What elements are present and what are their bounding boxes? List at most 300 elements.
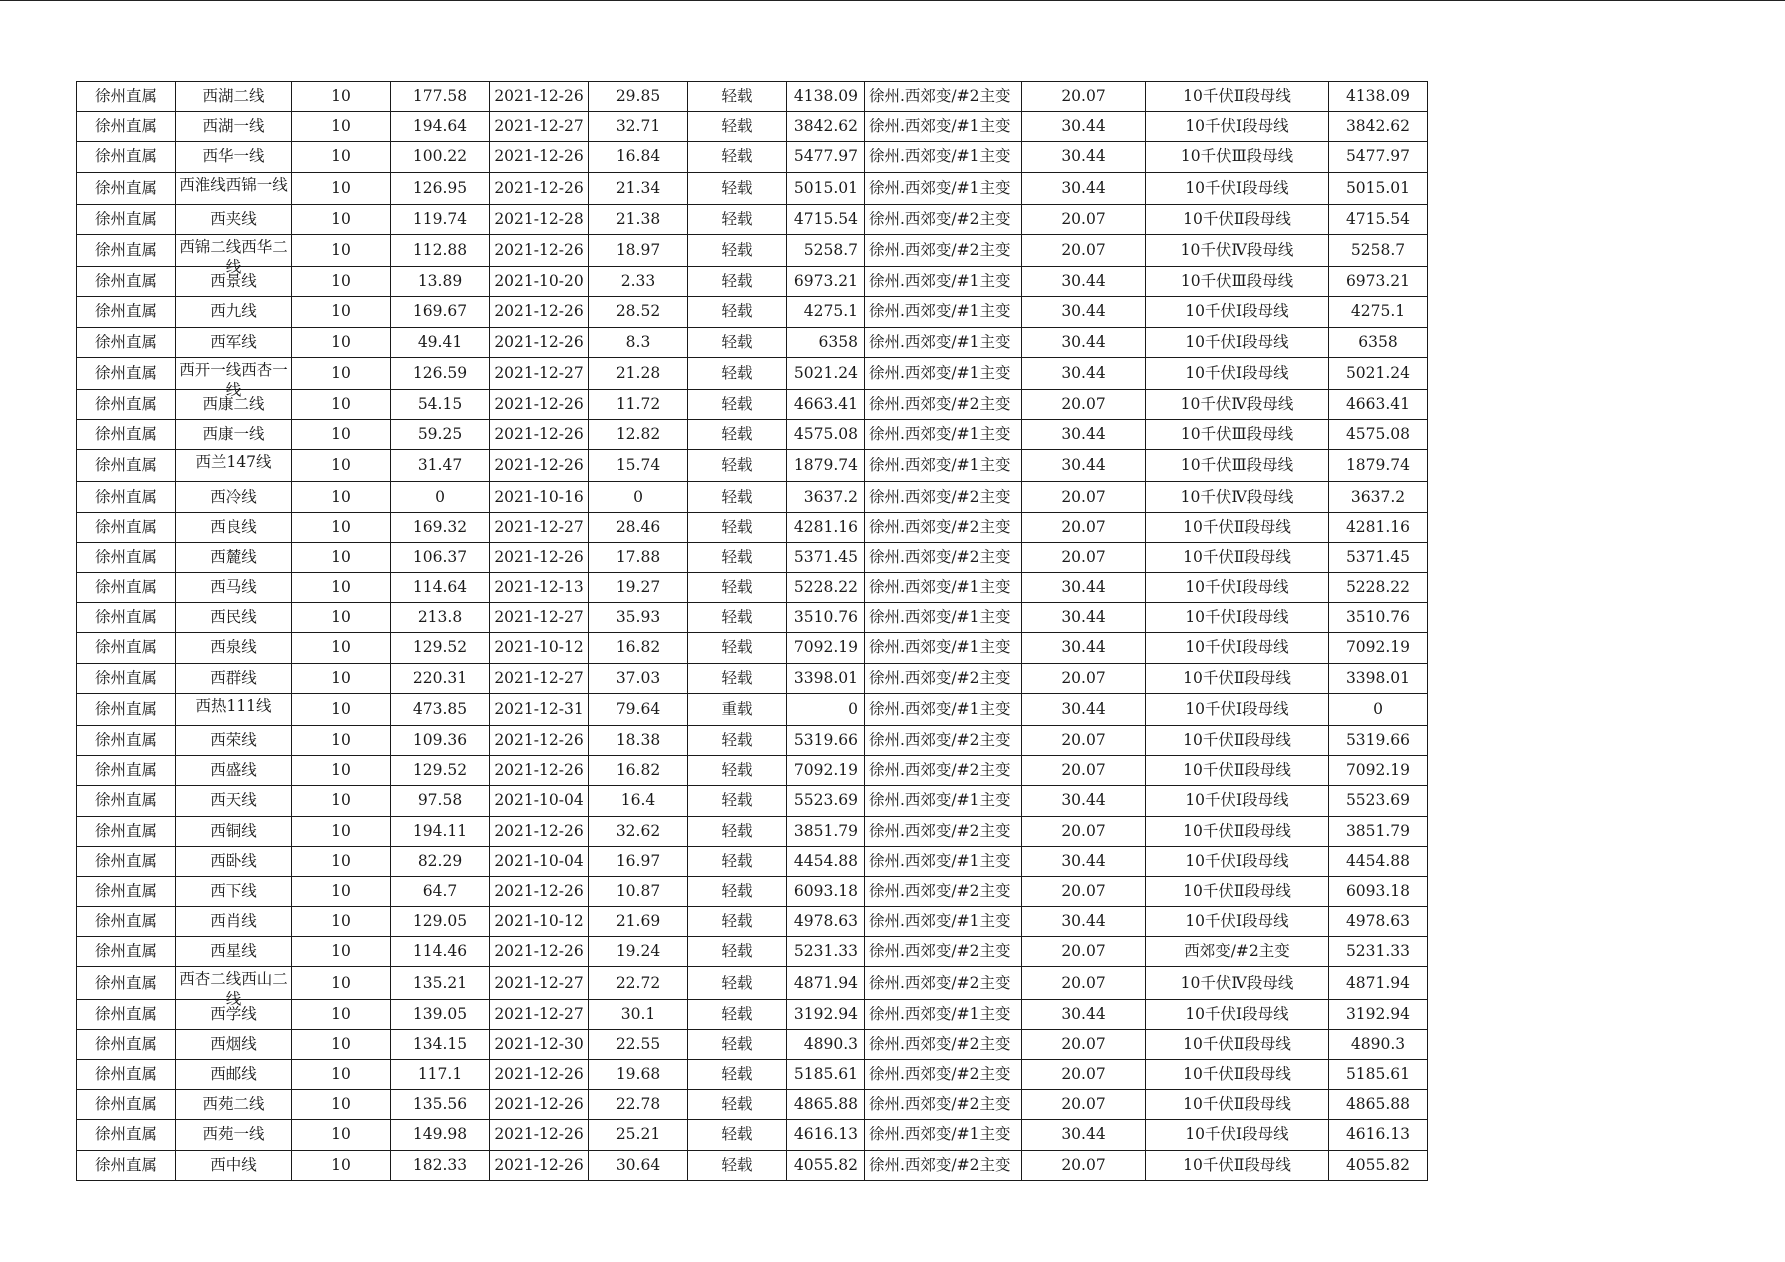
cell-voltage: 10 [292, 1090, 391, 1120]
cell-transformer: 徐州.西郊变/#1主变 [865, 420, 1022, 450]
cell-rate: 16.82 [589, 633, 688, 663]
cell-cap2: 4865.88 [1329, 1090, 1428, 1120]
cell-voltage: 10 [292, 1150, 391, 1180]
cell-current: 114.64 [391, 573, 490, 603]
cell-cap: 5371.45 [787, 542, 865, 572]
cell-status: 轻载 [688, 573, 787, 603]
cell-current: 129.52 [391, 756, 490, 786]
cell-line-text: 西开一线西杏一线 [179, 360, 288, 399]
cell-cap: 4865.88 [787, 1090, 865, 1120]
cell-status: 轻载 [688, 172, 787, 204]
cell-trans_rate: 30.44 [1022, 450, 1146, 482]
cell-date: 2021-12-30 [490, 1029, 589, 1059]
cell-status: 轻载 [688, 846, 787, 876]
cell-rate: 17.88 [589, 542, 688, 572]
cell-cap2: 6093.18 [1329, 876, 1428, 906]
cell-current: 112.88 [391, 234, 490, 266]
table-row [77, 786, 1428, 816]
cell-rate: 19.24 [589, 937, 688, 967]
cell-voltage: 10 [292, 1029, 391, 1059]
cell-status: 轻载 [688, 357, 787, 389]
cell-rate: 15.74 [589, 450, 688, 482]
table-row [77, 450, 1428, 482]
table-row [77, 603, 1428, 633]
cell-cap: 4715.54 [787, 204, 865, 234]
cell-cap2: 5523.69 [1329, 786, 1428, 816]
cell-current: 169.32 [391, 512, 490, 542]
cell-line: 西盛线 [176, 756, 292, 786]
cell-line: 西良线 [176, 512, 292, 542]
cell-date: 2021-10-20 [490, 267, 589, 297]
cell-line-text: 西杏二线西山二线 [179, 970, 288, 1009]
cell-trans_rate: 30.44 [1022, 420, 1146, 450]
cell-line: 西肖线 [176, 907, 292, 937]
cell-trans_rate: 20.07 [1022, 876, 1146, 906]
cell-bus: 10千伏Ⅱ段母线 [1146, 876, 1329, 906]
cell-cap: 5319.66 [787, 725, 865, 755]
cell-cap2: 4616.13 [1329, 1120, 1428, 1150]
cell-rate: 22.78 [589, 1090, 688, 1120]
cell-line: 西群线 [176, 663, 292, 693]
cell-date: 2021-12-26 [490, 725, 589, 755]
cell-unit: 徐州直属 [77, 816, 176, 846]
cell-trans_rate: 20.07 [1022, 967, 1146, 999]
table-row [77, 1090, 1428, 1120]
cell-transformer: 徐州.西郊变/#2主变 [865, 663, 1022, 693]
cell-unit: 徐州直属 [77, 204, 176, 234]
cell-cap: 5021.24 [787, 357, 865, 389]
cell-unit: 徐州直属 [77, 542, 176, 572]
cell-voltage: 10 [292, 876, 391, 906]
cell-transformer: 徐州.西郊变/#2主变 [865, 756, 1022, 786]
cell-transformer: 徐州.西郊变/#1主变 [865, 450, 1022, 482]
cell-date: 2021-12-26 [490, 542, 589, 572]
cell-rate: 30.64 [589, 1150, 688, 1180]
cell-current: 54.15 [391, 389, 490, 419]
cell-current: 64.7 [391, 876, 490, 906]
cell-rate: 2.33 [589, 267, 688, 297]
cell-status: 轻载 [688, 512, 787, 542]
cell-trans_rate: 20.07 [1022, 937, 1146, 967]
cell-cap: 4663.41 [787, 389, 865, 419]
cell-current: 126.59 [391, 357, 490, 389]
cell-bus: 10千伏Ⅰ段母线 [1146, 112, 1329, 142]
cell-date: 2021-10-12 [490, 907, 589, 937]
table-row [77, 907, 1428, 937]
table-row [77, 512, 1428, 542]
cell-voltage: 10 [292, 357, 391, 389]
cell-transformer: 徐州.西郊变/#1主变 [865, 267, 1022, 297]
cell-date: 2021-12-26 [490, 234, 589, 266]
cell-cap: 4055.82 [787, 1150, 865, 1180]
cell-cap2: 4715.54 [1329, 204, 1428, 234]
cell-transformer: 徐州.西郊变/#1主变 [865, 357, 1022, 389]
cell-date: 2021-12-26 [490, 1150, 589, 1180]
cell-line: 西泉线 [176, 633, 292, 663]
cell-voltage: 10 [292, 999, 391, 1029]
cell-line: 西马线 [176, 573, 292, 603]
cell-status: 重载 [688, 693, 787, 725]
cell-unit: 徐州直属 [77, 420, 176, 450]
cell-current: 149.98 [391, 1120, 490, 1150]
table-row [77, 420, 1428, 450]
cell-voltage: 10 [292, 846, 391, 876]
cell-status: 轻载 [688, 663, 787, 693]
table-row [77, 816, 1428, 846]
cell-trans_rate: 20.07 [1022, 663, 1146, 693]
cell-bus: 10千伏Ⅱ段母线 [1146, 1060, 1329, 1090]
cell-rate: 22.55 [589, 1029, 688, 1059]
cell-transformer: 徐州.西郊变/#2主变 [865, 234, 1022, 266]
cell-current: 194.64 [391, 112, 490, 142]
cell-cap: 4871.94 [787, 967, 865, 999]
cell-current: 117.1 [391, 1060, 490, 1090]
cell-cap2: 3510.76 [1329, 603, 1428, 633]
cell-unit: 徐州直属 [77, 786, 176, 816]
cell-cap: 5523.69 [787, 786, 865, 816]
cell-line: 西铜线 [176, 816, 292, 846]
cell-unit: 徐州直属 [77, 573, 176, 603]
cell-trans_rate: 30.44 [1022, 693, 1146, 725]
cell-status: 轻载 [688, 1090, 787, 1120]
cell-date: 2021-12-31 [490, 693, 589, 725]
cell-status: 轻载 [688, 756, 787, 786]
cell-cap: 6973.21 [787, 267, 865, 297]
cell-cap2: 3637.2 [1329, 482, 1428, 512]
cell-transformer: 徐州.西郊变/#1主变 [865, 907, 1022, 937]
cell-rate: 32.71 [589, 112, 688, 142]
table-row [77, 297, 1428, 327]
cell-transformer: 徐州.西郊变/#2主变 [865, 1090, 1022, 1120]
cell-cap2: 4275.1 [1329, 297, 1428, 327]
cell-rate: 8.3 [589, 327, 688, 357]
cell-cap2: 3851.79 [1329, 816, 1428, 846]
cell-cap2: 7092.19 [1329, 756, 1428, 786]
cell-transformer: 徐州.西郊变/#1主变 [865, 573, 1022, 603]
cell-status: 轻载 [688, 937, 787, 967]
cell-voltage: 10 [292, 542, 391, 572]
cell-line [176, 357, 292, 399]
cell-current: 135.56 [391, 1090, 490, 1120]
cell-cap: 4575.08 [787, 420, 865, 450]
cell-current: 134.15 [391, 1029, 490, 1059]
cell-line: 西苑二线 [176, 1090, 292, 1120]
cell-current: 100.22 [391, 142, 490, 172]
cell-transformer: 徐州.西郊变/#2主变 [865, 816, 1022, 846]
cell-date: 2021-12-26 [490, 172, 589, 204]
cell-date: 2021-10-04 [490, 846, 589, 876]
cell-rate: 11.72 [589, 389, 688, 419]
cell-status: 轻载 [688, 482, 787, 512]
cell-trans_rate: 30.44 [1022, 267, 1146, 297]
cell-transformer: 徐州.西郊变/#2主变 [865, 967, 1022, 999]
cell-line-text: 西兰147线 [195, 453, 272, 472]
cell-unit: 徐州直属 [77, 967, 176, 999]
cell-line: 西景线 [176, 267, 292, 297]
cell-current: 220.31 [391, 663, 490, 693]
cell-trans_rate: 20.07 [1022, 756, 1146, 786]
cell-date: 2021-12-26 [490, 450, 589, 482]
cell-trans_rate: 20.07 [1022, 1150, 1146, 1180]
cell-rate: 12.82 [589, 420, 688, 450]
cell-trans_rate: 30.44 [1022, 907, 1146, 937]
cell-unit: 徐州直属 [77, 907, 176, 937]
cell-line: 西军线 [176, 327, 292, 357]
cell-current: 49.41 [391, 327, 490, 357]
cell-trans_rate: 30.44 [1022, 327, 1146, 357]
cell-status: 轻载 [688, 876, 787, 906]
cell-rate: 16.97 [589, 846, 688, 876]
cell-cap: 0 [787, 693, 865, 725]
cell-bus: 10千伏Ⅳ段母线 [1146, 389, 1329, 419]
cell-cap: 5228.22 [787, 573, 865, 603]
cell-status: 轻载 [688, 204, 787, 234]
cell-rate: 21.69 [589, 907, 688, 937]
cell-line: 西荣线 [176, 725, 292, 755]
cell-cap2: 5015.01 [1329, 172, 1428, 204]
cell-unit: 徐州直属 [77, 327, 176, 357]
cell-line: 西下线 [176, 876, 292, 906]
cell-status: 轻载 [688, 1060, 787, 1090]
cell-cap2: 4454.88 [1329, 846, 1428, 876]
cell-trans_rate: 20.07 [1022, 389, 1146, 419]
cell-cap2: 5319.66 [1329, 725, 1428, 755]
cell-voltage: 10 [292, 786, 391, 816]
cell-voltage: 10 [292, 234, 391, 266]
cell-date: 2021-12-27 [490, 663, 589, 693]
cell-cap: 4275.1 [787, 297, 865, 327]
cell-status: 轻载 [688, 1150, 787, 1180]
cell-unit: 徐州直属 [77, 756, 176, 786]
cell-bus: 10千伏Ⅰ段母线 [1146, 907, 1329, 937]
cell-transformer: 徐州.西郊变/#1主变 [865, 633, 1022, 663]
cell-rate: 0 [589, 482, 688, 512]
cell-voltage: 10 [292, 663, 391, 693]
cell-cap2: 3842.62 [1329, 112, 1428, 142]
cell-bus: 10千伏Ⅰ段母线 [1146, 297, 1329, 327]
cell-unit: 徐州直属 [77, 297, 176, 327]
cell-unit: 徐州直属 [77, 1060, 176, 1090]
cell-rate: 18.38 [589, 725, 688, 755]
cell-unit: 徐州直属 [77, 999, 176, 1029]
cell-date: 2021-12-26 [490, 816, 589, 846]
cell-unit: 徐州直属 [77, 693, 176, 725]
cell-unit: 徐州直属 [77, 357, 176, 389]
cell-bus: 10千伏Ⅰ段母线 [1146, 846, 1329, 876]
cell-status: 轻载 [688, 542, 787, 572]
cell-transformer: 徐州.西郊变/#1主变 [865, 297, 1022, 327]
cell-line [176, 693, 292, 725]
cell-rate: 16.84 [589, 142, 688, 172]
cell-cap2: 5371.45 [1329, 542, 1428, 572]
cell-unit: 徐州直属 [77, 1090, 176, 1120]
cell-transformer: 徐州.西郊变/#2主变 [865, 1150, 1022, 1180]
cell-current: 129.05 [391, 907, 490, 937]
cell-bus: 10千伏Ⅲ段母线 [1146, 420, 1329, 450]
cell-cap: 5185.61 [787, 1060, 865, 1090]
cell-voltage: 10 [292, 482, 391, 512]
cell-line: 西湖一线 [176, 112, 292, 142]
cell-rate: 21.28 [589, 357, 688, 389]
cell-cap2: 3192.94 [1329, 999, 1428, 1029]
cell-current: 82.29 [391, 846, 490, 876]
cell-trans_rate: 30.44 [1022, 1120, 1146, 1150]
cell-cap: 3192.94 [787, 999, 865, 1029]
cell-current: 119.74 [391, 204, 490, 234]
cell-status: 轻载 [688, 633, 787, 663]
cell-voltage: 10 [292, 204, 391, 234]
cell-bus: 10千伏Ⅰ段母线 [1146, 327, 1329, 357]
table-row [77, 267, 1428, 297]
cell-line: 西中线 [176, 1150, 292, 1180]
cell-rate: 35.93 [589, 603, 688, 633]
cell-trans_rate: 30.44 [1022, 633, 1146, 663]
cell-cap: 6093.18 [787, 876, 865, 906]
table-row [77, 204, 1428, 234]
cell-line-text: 西锦二线西华二线 [179, 237, 288, 276]
cell-date: 2021-12-26 [490, 142, 589, 172]
cell-date: 2021-12-26 [490, 1060, 589, 1090]
cell-line [176, 450, 292, 482]
cell-rate: 18.97 [589, 234, 688, 266]
table-row [77, 967, 1428, 999]
cell-trans_rate: 30.44 [1022, 172, 1146, 204]
cell-trans_rate: 30.44 [1022, 142, 1146, 172]
cell-status: 轻载 [688, 907, 787, 937]
cell-line: 西学线 [176, 999, 292, 1029]
cell-status: 轻载 [688, 450, 787, 482]
cell-trans_rate: 20.07 [1022, 725, 1146, 755]
cell-date: 2021-12-27 [490, 967, 589, 999]
cell-status: 轻载 [688, 786, 787, 816]
cell-trans_rate: 30.44 [1022, 297, 1146, 327]
table-row [77, 1029, 1428, 1059]
cell-cap: 5231.33 [787, 937, 865, 967]
cell-voltage: 10 [292, 725, 391, 755]
cell-cap: 1879.74 [787, 450, 865, 482]
cell-cap: 6358 [787, 327, 865, 357]
cell-cap: 4138.09 [787, 82, 865, 112]
cell-line [176, 234, 292, 276]
cell-line-text: 西淮线西锦一线 [179, 175, 288, 194]
cell-voltage: 10 [292, 389, 391, 419]
cell-rate: 10.87 [589, 876, 688, 906]
cell-transformer: 徐州.西郊变/#1主变 [865, 846, 1022, 876]
cell-current: 106.37 [391, 542, 490, 572]
cell-date: 2021-12-26 [490, 937, 589, 967]
page-top-rule [0, 0, 1785, 1]
table-row [77, 725, 1428, 755]
cell-date: 2021-12-26 [490, 420, 589, 450]
cell-current: 169.67 [391, 297, 490, 327]
cell-trans_rate: 30.44 [1022, 786, 1146, 816]
cell-cap: 3637.2 [787, 482, 865, 512]
cell-bus: 10千伏Ⅱ段母线 [1146, 82, 1329, 112]
cell-current: 213.8 [391, 603, 490, 633]
table-row [77, 756, 1428, 786]
cell-rate: 79.64 [589, 693, 688, 725]
cell-line: 西麓线 [176, 542, 292, 572]
cell-current: 194.11 [391, 816, 490, 846]
cell-line: 西苑一线 [176, 1120, 292, 1150]
table-row [77, 542, 1428, 572]
cell-unit: 徐州直属 [77, 937, 176, 967]
cell-unit: 徐州直属 [77, 234, 176, 266]
cell-current: 31.47 [391, 450, 490, 482]
cell-trans_rate: 20.07 [1022, 234, 1146, 266]
cell-transformer: 徐州.西郊变/#2主变 [865, 82, 1022, 112]
cell-unit: 徐州直属 [77, 512, 176, 542]
cell-trans_rate: 20.07 [1022, 204, 1146, 234]
cell-status: 轻载 [688, 999, 787, 1029]
cell-trans_rate: 20.07 [1022, 482, 1146, 512]
cell-rate: 29.85 [589, 82, 688, 112]
cell-cap2: 7092.19 [1329, 633, 1428, 663]
cell-bus: 10千伏Ⅱ段母线 [1146, 204, 1329, 234]
cell-voltage: 10 [292, 267, 391, 297]
cell-rate: 37.03 [589, 663, 688, 693]
cell-cap2: 4575.08 [1329, 420, 1428, 450]
cell-current: 129.52 [391, 633, 490, 663]
cell-trans_rate: 20.07 [1022, 1029, 1146, 1059]
cell-cap2: 4871.94 [1329, 967, 1428, 999]
load-data-table [76, 81, 1428, 1181]
table-row [77, 693, 1428, 725]
cell-cap: 7092.19 [787, 633, 865, 663]
cell-voltage: 10 [292, 603, 391, 633]
cell-current: 139.05 [391, 999, 490, 1029]
cell-current: 135.21 [391, 967, 490, 999]
cell-voltage: 10 [292, 967, 391, 999]
cell-trans_rate: 20.07 [1022, 1090, 1146, 1120]
cell-line: 西天线 [176, 786, 292, 816]
cell-bus: 10千伏Ⅰ段母线 [1146, 603, 1329, 633]
cell-date: 2021-12-27 [490, 603, 589, 633]
cell-voltage: 10 [292, 907, 391, 937]
cell-unit: 徐州直属 [77, 603, 176, 633]
cell-line: 西烟线 [176, 1029, 292, 1059]
cell-unit: 徐州直属 [77, 633, 176, 663]
cell-status: 轻载 [688, 967, 787, 999]
cell-voltage: 10 [292, 142, 391, 172]
cell-trans_rate: 30.44 [1022, 573, 1146, 603]
cell-cap2: 5228.22 [1329, 573, 1428, 603]
cell-date: 2021-12-26 [490, 297, 589, 327]
cell-bus: 10千伏Ⅰ段母线 [1146, 1120, 1329, 1150]
cell-unit: 徐州直属 [77, 450, 176, 482]
cell-voltage: 10 [292, 1060, 391, 1090]
cell-trans_rate: 30.44 [1022, 999, 1146, 1029]
cell-bus: 10千伏Ⅱ段母线 [1146, 816, 1329, 846]
cell-date: 2021-12-26 [490, 389, 589, 419]
cell-bus: 10千伏Ⅱ段母线 [1146, 542, 1329, 572]
cell-current: 0 [391, 482, 490, 512]
cell-bus: 10千伏Ⅱ段母线 [1146, 1150, 1329, 1180]
cell-line: 西邮线 [176, 1060, 292, 1090]
cell-unit: 徐州直属 [77, 172, 176, 204]
table-row [77, 633, 1428, 663]
cell-line: 西康一线 [176, 420, 292, 450]
cell-line: 西湖二线 [176, 82, 292, 112]
cell-line: 西星线 [176, 937, 292, 967]
cell-bus: 10千伏Ⅲ段母线 [1146, 267, 1329, 297]
cell-date: 2021-12-26 [490, 756, 589, 786]
cell-transformer: 徐州.西郊变/#2主变 [865, 512, 1022, 542]
cell-status: 轻载 [688, 327, 787, 357]
cell-bus: 10千伏Ⅱ段母线 [1146, 756, 1329, 786]
cell-transformer: 徐州.西郊变/#1主变 [865, 112, 1022, 142]
cell-status: 轻载 [688, 82, 787, 112]
